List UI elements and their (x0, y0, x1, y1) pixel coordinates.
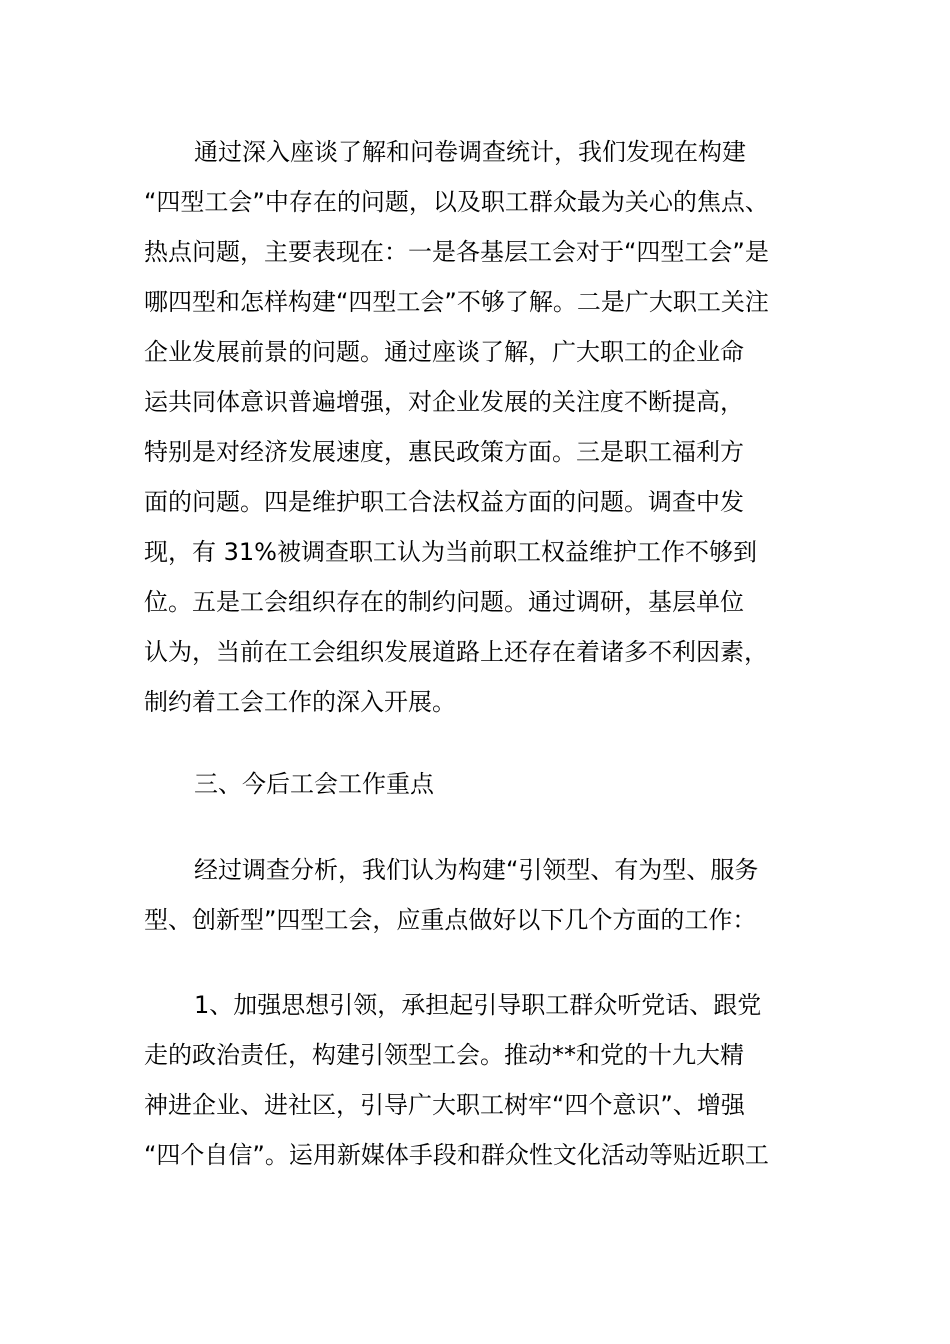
text-line: “四型工会”中存在的问题，以及职工群众最为关心的焦点、 (144, 188, 769, 216)
paragraph-item-1 (144, 980, 824, 1180)
section-heading (144, 759, 824, 809)
text-line: 1、加强思想引领，承担起引导职工群众听党话、跟党 (194, 991, 762, 1019)
text-line: 热点问题，主要表现在：一是各基层工会对于“四型工会”是 (144, 238, 769, 266)
text-line: 位。五是工会组织存在的制约问题。通过调研，基层单位 (144, 588, 744, 616)
text-line: 哪四型和怎样构建“四型工会”不够了解。二是广大职工关注 (144, 288, 769, 316)
text-line: 运共同体意识普遍增强，对企业发展的关注度不断提高， (144, 388, 744, 416)
text-line: 制约着工会工作的深入开展。 (144, 688, 456, 716)
paragraph-survey-findings (144, 127, 824, 727)
paragraph-analysis (144, 845, 824, 945)
text-line: 现，有 31%被调查职工认为当前职工权益维护工作不够到 (144, 538, 757, 566)
text-line: 特别是对经济发展速度，惠民政策方面。三是职工福利方 (144, 438, 744, 466)
text-line: 企业发展前景的问题。通过座谈了解，广大职工的企业命 (144, 338, 744, 366)
text-line: 神进企业、进社区，引导广大职工树牢“四个意识”、增强 (144, 1091, 745, 1119)
text-line: 认为，当前在工会组织发展道路上还存在着诸多不利因素， (144, 638, 768, 666)
text-line: 通过深入座谈了解和问卷调查统计，我们发现在构建 (194, 138, 746, 166)
text-line: 型、创新型”四型工会，应重点做好以下几个方面的工作： (144, 906, 757, 934)
text-line: “四个自信”。运用新媒体手段和群众性文化活动等贴近职工 (144, 1141, 769, 1169)
heading-text: 三、今后工会工作重点 (194, 770, 434, 798)
text-line: 走的政治责任，构建引领型工会。推动**和党的十九大精 (144, 1041, 744, 1069)
text-line: 经过调查分析，我们认为构建“引领型、有为型、服务 (194, 856, 759, 884)
text-line: 面的问题。四是维护职工合法权益方面的问题。调查中发 (144, 488, 744, 516)
